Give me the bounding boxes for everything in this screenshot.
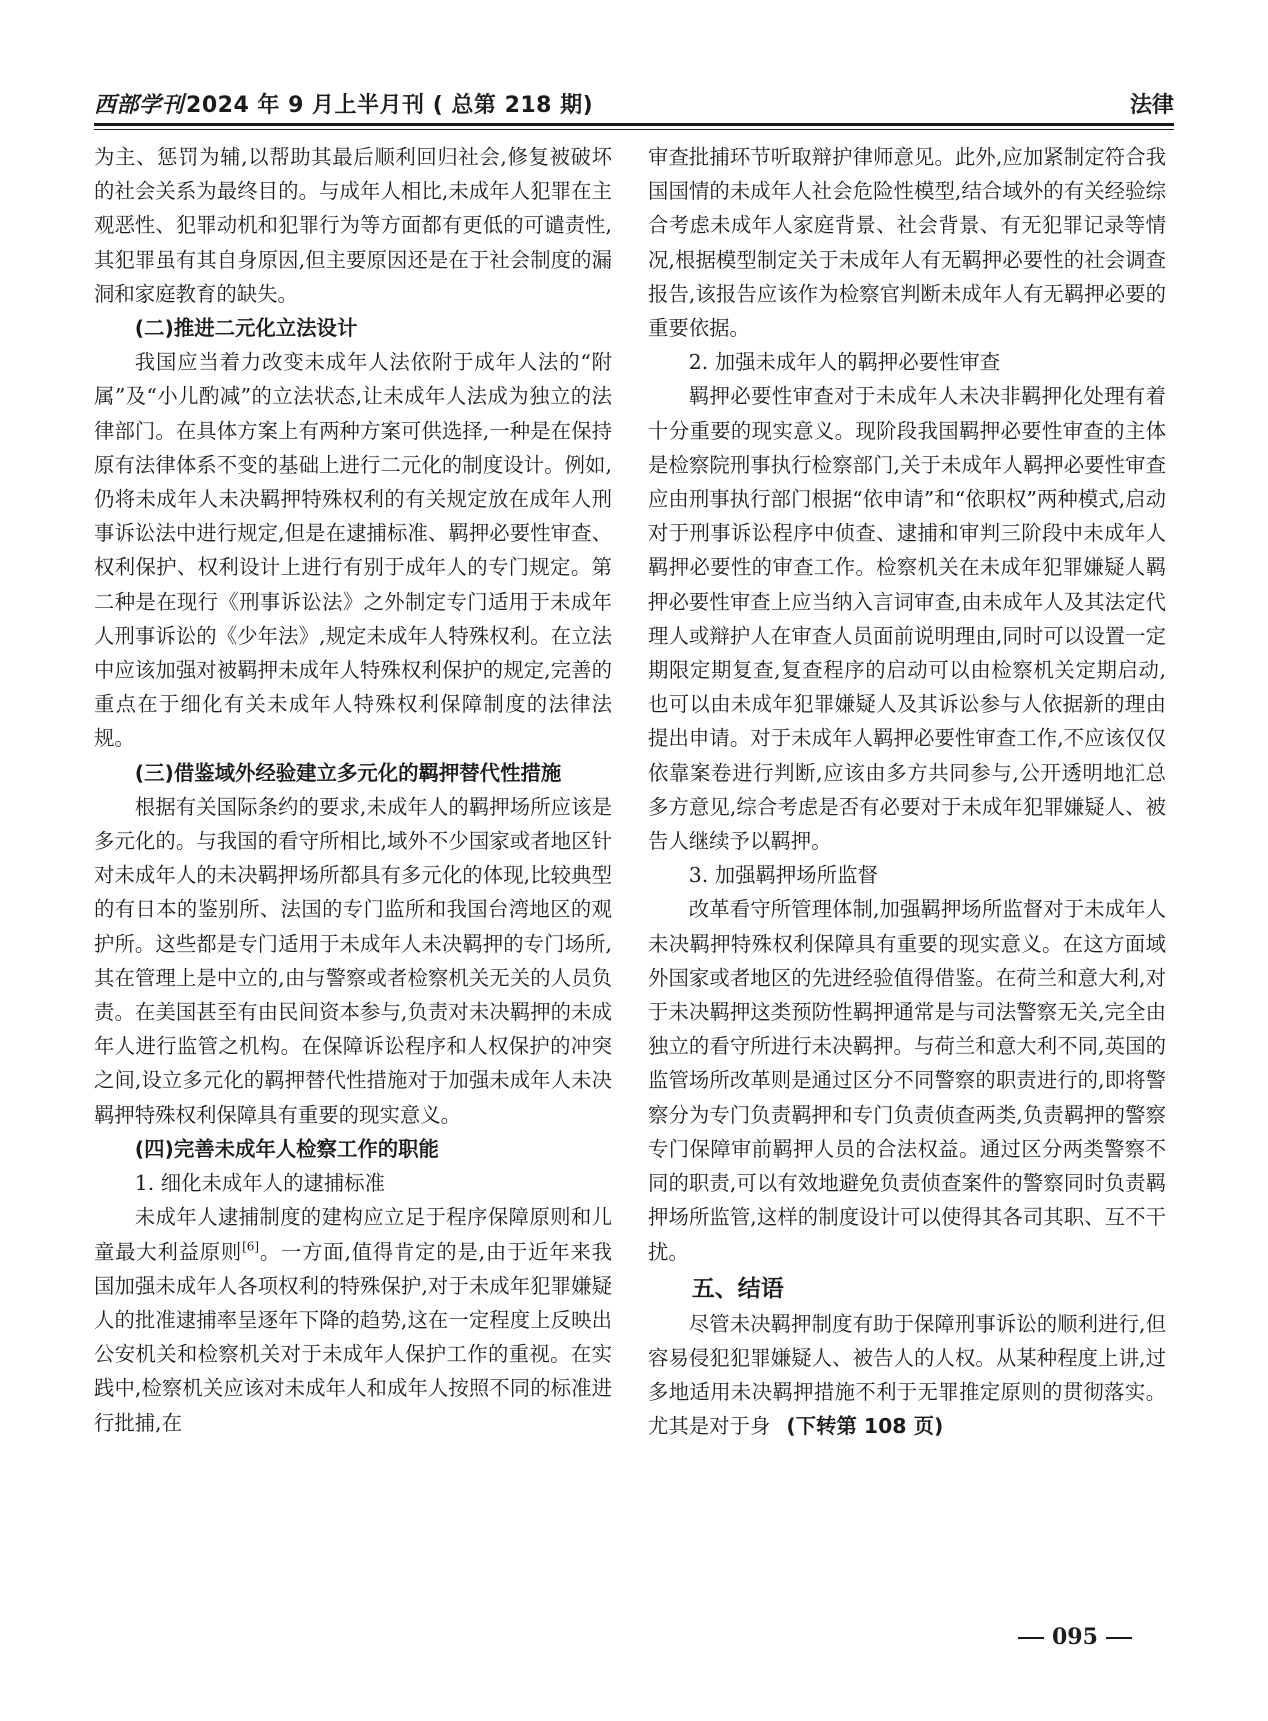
subsection-heading: 2. 加强未成年人的羁押必要性审查 <box>688 350 1001 375</box>
section-heading: (二)推进二元化立法设计 <box>134 316 358 341</box>
journal-issue: 2024 年 9 月上半月刊 ( 总第 218 期) <box>186 93 594 118</box>
footer-dash-right <box>1106 1637 1132 1639</box>
paragraph: 审查批捕环节听取辩护律师意见。此外,应加紧制定符合我国国情的未成年人社会危险性模型,结合域外的有关经验综合考虑未成年人家庭背景、社会背景、有无犯罪记录等情况,根据模型制定关于未成年人有无羁押必要性的社会调查报告,该报告应该作为检察官判断未成年人有无羁押必要的重要依据。 <box>648 145 1166 341</box>
paragraph: 羁押必要性审查对于未成年人未决非羁押化处理有着十分重要的现实意义。现阶段我国羁押必要性审查的主体是检察院刑事执行检察部门,关于未成年人羁押必要性审查应由刑事执行部门根据“依申请”和“依职权”两种模式,启动对于刑事诉讼程序中侦查、逮捕和审判三阶段中未成年人羁押必要性的审查工作。检察机关在未成年犯罪嫌疑人羁押必要性审查上应当纳入言词审查,由未成年人及其法定代理人或辩护人在审查人员面前说明理由,同时可以设置一定期限定期复查,复查程序的启动可以由检察机关定期启动,也可以由未成年犯罪嫌疑人及其诉讼参与人依据新的理由提出申请。对于未成年人羁押必要性审查工作,不应该仅仅依靠案卷进行判断,应该由多方共同参与,公开透明地汇总多方意见,综合考虑是否有必要对于未成年犯罪嫌疑人、被告人继续予以羁押。 <box>648 384 1166 854</box>
paragraph <box>94 1200 612 1439</box>
continued-note: (下转第 108 页) <box>786 1414 944 1439</box>
section-heading: (三)借鉴域外经验建立多元化的羁押替代性措施 <box>134 760 562 785</box>
footer-dash-left <box>1018 1637 1044 1639</box>
paragraph: 改革看守所管理体制,加强羁押场所监督对于未成年人未决羁押特殊权利保障具有重要的现实意义。在这方面域外国家或者地区的先进经验值得借鉴。在荷兰和意大利,对于未决羁押这类预防性羁押通常是与司法警察无关,完全由独立的看守所进行未决羁押。与荷兰和意大利不同,英国的监管场所改革则是通过区分不同警察的职责进行的,即将警察分为专门负责羁押和专门负责侦查两类,负责羁押的警察专门保障审前羁押人员的合法权益。通过区分两类警察不同的职责,可以有效地避免负责侦查案件的警察同时负责羁押场所监管,这样的制度设计可以使得其各司其职、互不干扰。 <box>648 897 1166 1264</box>
header-rule-thick <box>94 123 1174 126</box>
section-tag: 法律 <box>1129 93 1174 118</box>
paragraph: 我国应当着力改变未成年人法依附于成年人法的“附属”及“小儿酌减”的立法状态,让未成年人法成为独立的法律部门。在具体方案上有两种方案可供选择,一种是在保持原有法律体系不变的基础上进行二元化的制度设计。例如,仍将未成年人未决羁押特殊权利的有关规定放在成年人刑事诉讼法中进行规定,但是在逮捕标准、羁押必要性审查、权利保护、权利设计上进行有别于成年人的专门规定。第二种是在现行《刑事诉讼法》之外制定专门适用于未成年人刑事诉讼的《少年法》,规定未成年人特殊权利。在立法中应该加强对被羁押未成年人特殊权利保护的规定,完善的重点在于细化有关未成年人特殊权利保障制度的法律法规。 <box>94 350 612 751</box>
paragraph: 根据有关国际条约的要求,未成年人的羁押场所应该是多元化的。与我国的看守所相比,域外不少国家或者地区针对未成年人的未决羁押场所都具有多元化的体现,比较典型的有日本的鉴别所、法国的专门监所和我国台湾地区的观护所。这些都是专门适用于未成年人未决羁押的专门场所,其在管理上是中立的,由与警察或者检察机关无关的人员负责。在美国甚至有由民间资本参与,负责对未决羁押的未成年人进行监管之机构。在保障诉讼程序和人权保护的冲突之间,设立多元化的羁押替代性措施对于加强未成年人未决羁押特殊权利保障具有重要的现实意义。 <box>94 794 612 1127</box>
page-number: 095 <box>1052 1624 1098 1650</box>
paragraph-text: 。一方面,值得肯定的是,由于近年来我国加强未成年人各项权利的特殊保护,对于未成年犯罪嫌疑人的批准逮捕率呈逐年下降的趋势,这在一定程度上反映出公安机关和检察机关对于未成年人保护工作的重视。在实践中,检察机关应该对未成年人和成年人按照不同的标准进行批捕,在 <box>94 1239 613 1435</box>
page-header <box>94 88 1174 122</box>
paragraph <box>648 1307 1166 1444</box>
journal-title <box>94 88 593 119</box>
citation-ref: [6] <box>242 1239 260 1254</box>
chapter-heading: 五、结语 <box>691 1275 784 1302</box>
page-footer <box>1018 1624 1178 1654</box>
right-column <box>648 140 1166 1444</box>
left-column <box>94 140 612 1440</box>
header-rule-thin <box>94 129 1174 130</box>
paragraph-text: 尽管未决羁押制度有助于保障刑事诉讼的顺利进行,但容易侵犯犯罪嫌疑人、被告人的人权。从某种程度上讲,过多地适用未决羁押措施不利于无罪推定原则的贯彻落实。尤其是对于身 <box>648 1311 1166 1439</box>
subsection-heading: 3. 加强羁押场所监督 <box>688 863 878 888</box>
section-heading: (四)完善未成年人检察工作的职能 <box>134 1136 439 1161</box>
journal-logo: 西部学刊 <box>94 92 185 118</box>
paragraph: 为主、惩罚为辅,以帮助其最后顺利回归社会,修复被破坏的社会关系为最终目的。与成年人相比,未成年人犯罪在主观恶性、犯罪动机和犯罪行为等方面都有更低的可谴责性,其犯罪虽有其自身原因,但主要原因还是在于社会制度的漏洞和家庭教育的缺失。 <box>94 145 612 306</box>
subsection-heading: 1. 细化未成年人的逮捕标准 <box>134 1171 386 1196</box>
paragraph-text: 未成年人逮捕制度的建构应立足于程序保障原则和儿童最大利益原则 <box>94 1205 612 1264</box>
